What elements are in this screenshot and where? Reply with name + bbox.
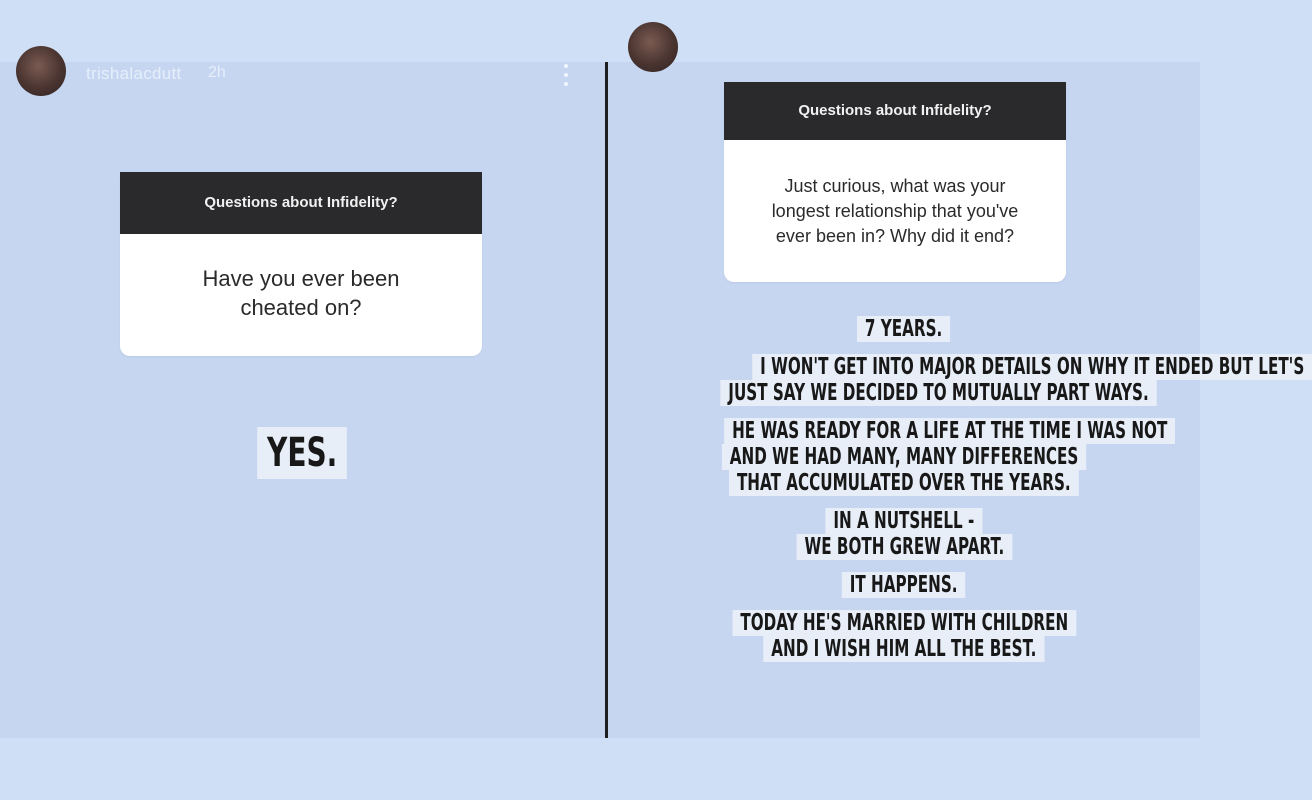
question-sticker [724, 82, 1066, 282]
answer-paragraph [608, 354, 1305, 406]
answer-line: TODAY HE'S MARRIED WITH CHILDREN [732, 610, 1076, 636]
answer-line: AND WE HAD MANY, MANY DIFFERENCES [722, 444, 1086, 470]
question-text [724, 140, 1066, 249]
answer-line: IT HAPPENS. [842, 572, 966, 598]
question-text [120, 234, 482, 322]
more-options-icon[interactable] [560, 64, 572, 86]
question-sticker-title: Questions about Infidelity? [724, 82, 1066, 140]
answer-line: I WON'T GET INTO MAJOR DETAILS ON WHY IT ENDED BUT LET'S [752, 354, 1312, 380]
question-line: ever been in? Why did it end? [775, 226, 1015, 246]
answer-line: IN A NUTSHELL - [826, 508, 983, 534]
story-panel-left [0, 62, 605, 738]
answer-paragraph [608, 572, 1200, 598]
answer-paragraph [608, 508, 1200, 560]
profile-avatar[interactable] [16, 46, 66, 96]
question-sticker-title: Questions about Infidelity? [120, 172, 482, 234]
question-line: Just curious, what was your [784, 176, 1006, 196]
answer-line: WE BOTH GREW APART. [796, 534, 1012, 560]
answer-line: AND I WISH HIM ALL THE BEST. [764, 636, 1045, 662]
answer-text: YES. [258, 427, 348, 479]
profile-avatar[interactable] [628, 22, 678, 72]
post-time: 2h [208, 64, 226, 81]
username[interactable]: trishalacdutt [86, 64, 182, 83]
answer-line: THAT ACCUMULATED OVER THE YEARS. [729, 470, 1079, 496]
answer-caption-block [608, 316, 1305, 674]
question-line: Have you ever been [202, 266, 400, 291]
answer-paragraph [608, 610, 1200, 662]
question-sticker [120, 172, 482, 356]
answer-line: JUST SAY WE DECIDED TO MUTUALLY PART WAYS. [720, 380, 1156, 406]
question-line: cheated on? [240, 295, 362, 320]
answer-line: 7 YEARS. [857, 316, 950, 342]
answer-line: HE WAS READY FOR A LIFE AT THE TIME I WAS NOT [724, 418, 1175, 444]
question-line: longest relationship that you've [771, 201, 1019, 221]
story-panel-right [608, 62, 1305, 738]
answer-paragraph [608, 418, 1200, 496]
answer-paragraph [608, 316, 1200, 342]
answer-caption [0, 427, 605, 479]
